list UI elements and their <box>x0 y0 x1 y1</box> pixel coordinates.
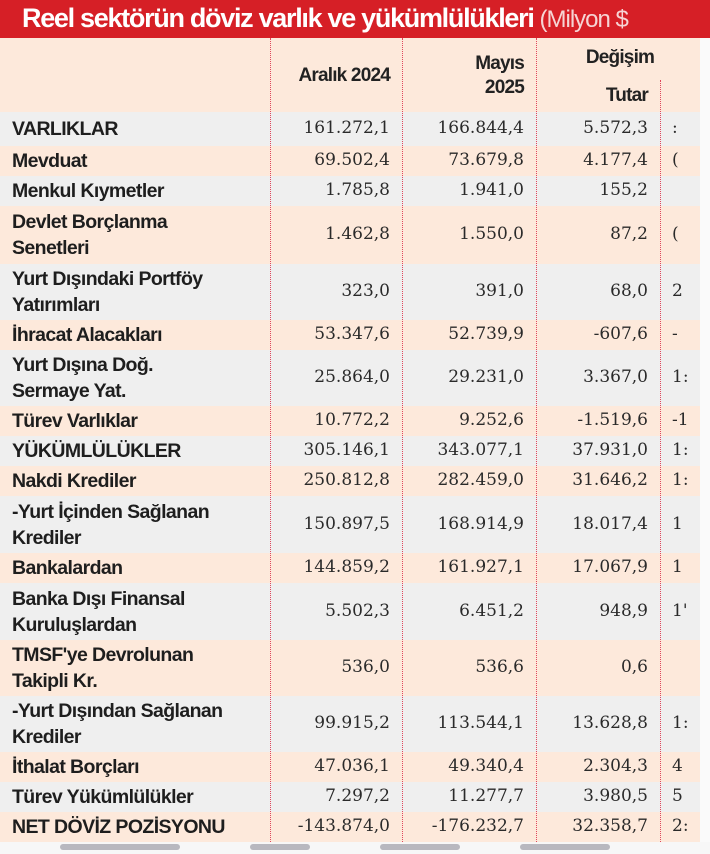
row-label: Banka Dışı Finansal Kuruluşlardan <box>12 587 185 636</box>
row-label: Yurt Dışındaki Portföy Yatırımları <box>12 268 203 316</box>
value-change-amount: 18.017,4 <box>572 513 648 534</box>
value-change-percent-cropped: 1: <box>672 367 689 387</box>
value-dec-2024: 69.502,4 <box>314 150 390 170</box>
value-dec-2024: 5.502,3 <box>325 600 390 621</box>
header-change-group: Değişim <box>585 47 655 68</box>
table-row <box>0 782 700 812</box>
value-may-2025: 49.340,4 <box>448 756 524 776</box>
value-change-amount: 3.980,5 <box>583 786 648 806</box>
column-divider <box>660 80 661 842</box>
row-label: TMSF'ye Devrolunan Takipli Kr. <box>12 644 194 692</box>
column-divider <box>536 38 537 842</box>
header-may-2025-line2: 2025 <box>484 77 524 98</box>
value-may-2025: 166.844,4 <box>437 118 524 138</box>
value-change-amount: 37.931,0 <box>572 440 648 460</box>
value-dec-2024: 7.297,2 <box>325 786 390 806</box>
value-dec-2024: -143.874,0 <box>297 816 390 836</box>
value-may-2025: 6.451,2 <box>459 600 524 621</box>
value-may-2025: 536,6 <box>475 657 524 677</box>
title-unit-text: (Milyon $ <box>539 6 628 33</box>
table-row <box>0 466 700 496</box>
table-row <box>0 553 700 583</box>
value-may-2025: 391,0 <box>475 281 524 301</box>
value-may-2025: 29.231,0 <box>448 367 524 387</box>
value-change-amount: 17.067,9 <box>572 557 648 577</box>
table-row <box>0 264 700 320</box>
value-change-percent-cropped: 2: <box>672 816 689 836</box>
table-row <box>0 350 700 406</box>
value-may-2025: 282.459,0 <box>437 470 524 490</box>
value-dec-2024: 25.864,0 <box>314 367 390 387</box>
table-row <box>0 696 700 752</box>
value-change-amount: 155,2 <box>599 180 648 200</box>
value-dec-2024: 536,0 <box>341 657 390 677</box>
value-dec-2024: 323,0 <box>341 281 390 301</box>
value-change-amount: 31.646,2 <box>572 470 648 490</box>
value-dec-2024: 305.146,1 <box>303 440 390 460</box>
value-change-amount: 4.177,4 <box>583 150 648 170</box>
value-change-amount: 948,9 <box>599 600 648 621</box>
value-change-amount: -607,6 <box>593 324 648 344</box>
value-dec-2024: 161.272,1 <box>303 118 390 138</box>
row-label: Menkul Kıymetler <box>12 180 164 202</box>
value-may-2025: 161.927,1 <box>437 557 524 577</box>
value-change-amount: 87,2 <box>610 224 648 244</box>
row-label: Türev Yükümlülükler <box>12 786 194 808</box>
row-label: -Yurt Dışından Sağlanan Krediler <box>12 700 223 748</box>
value-change-percent-cropped: ( <box>672 224 679 244</box>
value-dec-2024: 1.462,8 <box>325 224 390 244</box>
row-label: Türev Varlıklar <box>12 410 138 432</box>
value-change-amount: 2.304,3 <box>583 756 648 776</box>
value-change-amount: 32.358,7 <box>572 816 648 836</box>
value-may-2025: 168.914,9 <box>437 513 524 534</box>
table-row <box>0 496 700 553</box>
table-row <box>0 112 700 146</box>
row-label: Bankalardan <box>12 557 123 579</box>
table-row <box>0 640 700 696</box>
value-may-2025: 1.550,0 <box>459 224 524 244</box>
value-change-amount: 3.367,0 <box>583 367 648 387</box>
value-dec-2024: 47.036,1 <box>314 756 390 776</box>
value-change-percent-cropped: 2 <box>672 281 683 301</box>
value-may-2025: 11.277,7 <box>448 786 524 806</box>
value-dec-2024: 150.897,5 <box>303 513 390 534</box>
value-may-2025: -176.232,7 <box>431 816 524 836</box>
value-dec-2024: 144.859,2 <box>303 557 390 577</box>
row-label: Devlet Borçlanma Senetleri <box>12 211 168 259</box>
table-row <box>0 320 700 350</box>
row-label: VARLIKLAR <box>12 118 118 140</box>
value-change-percent-cropped: 1: <box>672 470 689 490</box>
cropped-next-content <box>0 842 710 854</box>
value-change-percent-cropped: - <box>672 324 678 344</box>
value-change-percent-cropped: 4 <box>672 756 683 776</box>
row-label: Mevduat <box>12 150 87 172</box>
column-divider <box>270 38 271 842</box>
value-dec-2024: 53.347,6 <box>314 324 390 344</box>
value-change-percent-cropped: ( <box>672 150 679 170</box>
table-row <box>0 406 700 436</box>
value-may-2025: 1.941,0 <box>459 180 524 200</box>
blurred-text <box>60 844 180 850</box>
value-change-percent-cropped: 1 <box>672 557 683 577</box>
table-row <box>0 812 700 842</box>
row-label: İthalat Borçları <box>12 756 139 778</box>
table-row <box>0 436 700 466</box>
table-title <box>22 3 628 34</box>
table-row <box>0 752 700 782</box>
header-may-2025-line1: Mayıs <box>475 53 524 74</box>
row-label: NET DÖVİZ POZİSYONU <box>12 816 225 838</box>
blurred-text <box>520 844 610 850</box>
value-change-amount: 5.572,3 <box>583 118 648 138</box>
value-dec-2024: 99.915,2 <box>314 713 390 733</box>
value-change-percent-cropped: 1: <box>672 713 689 733</box>
value-change-amount: 68,0 <box>610 281 648 301</box>
value-change-amount: 0,6 <box>620 657 648 677</box>
value-change-percent-cropped: 1: <box>672 440 689 460</box>
value-may-2025: 9.252,6 <box>459 410 524 430</box>
page-edge <box>700 38 710 854</box>
header-change-amount: Tutar <box>605 85 648 106</box>
value-may-2025: 113.544,1 <box>437 713 524 733</box>
blurred-text <box>380 844 460 850</box>
table-row <box>0 206 700 264</box>
table-row <box>0 146 700 176</box>
value-change-percent-cropped: : <box>672 118 678 138</box>
row-label: YÜKÜMLÜLÜKLER <box>12 440 181 462</box>
value-change-percent-cropped: -1 <box>672 410 689 430</box>
value-change-percent-cropped: 1 <box>672 513 683 534</box>
value-change-percent-cropped: 5 <box>672 786 683 806</box>
column-divider <box>402 38 403 842</box>
header-dec-2024: Aralık 2024 <box>298 65 390 86</box>
value-dec-2024: 10.772,2 <box>314 410 390 430</box>
value-may-2025: 343.077,1 <box>437 440 524 460</box>
table-row <box>0 176 700 206</box>
table-title-bar <box>0 0 710 38</box>
row-label: İhracat Alacakları <box>12 324 162 346</box>
row-label: Nakdi Krediler <box>12 470 136 492</box>
value-change-amount: -1.519,6 <box>577 410 648 430</box>
value-change-percent-cropped: 1' <box>672 600 688 621</box>
value-dec-2024: 250.812,8 <box>303 470 390 490</box>
blurred-text <box>250 844 310 850</box>
row-label: -Yurt İçinden Sağlanan Krediler <box>12 500 210 549</box>
title-main-text: Reel sektörün döviz varlık ve yükümlülükleri <box>22 3 534 33</box>
table-row <box>0 583 700 640</box>
value-may-2025: 52.739,9 <box>448 324 524 344</box>
value-change-amount: 13.628,8 <box>572 713 648 733</box>
row-label: Yurt Dışına Doğ. Sermaye Yat. <box>12 354 154 402</box>
table-header <box>0 38 700 112</box>
value-dec-2024: 1.785,8 <box>325 180 390 200</box>
value-may-2025: 73.679,8 <box>448 150 524 170</box>
